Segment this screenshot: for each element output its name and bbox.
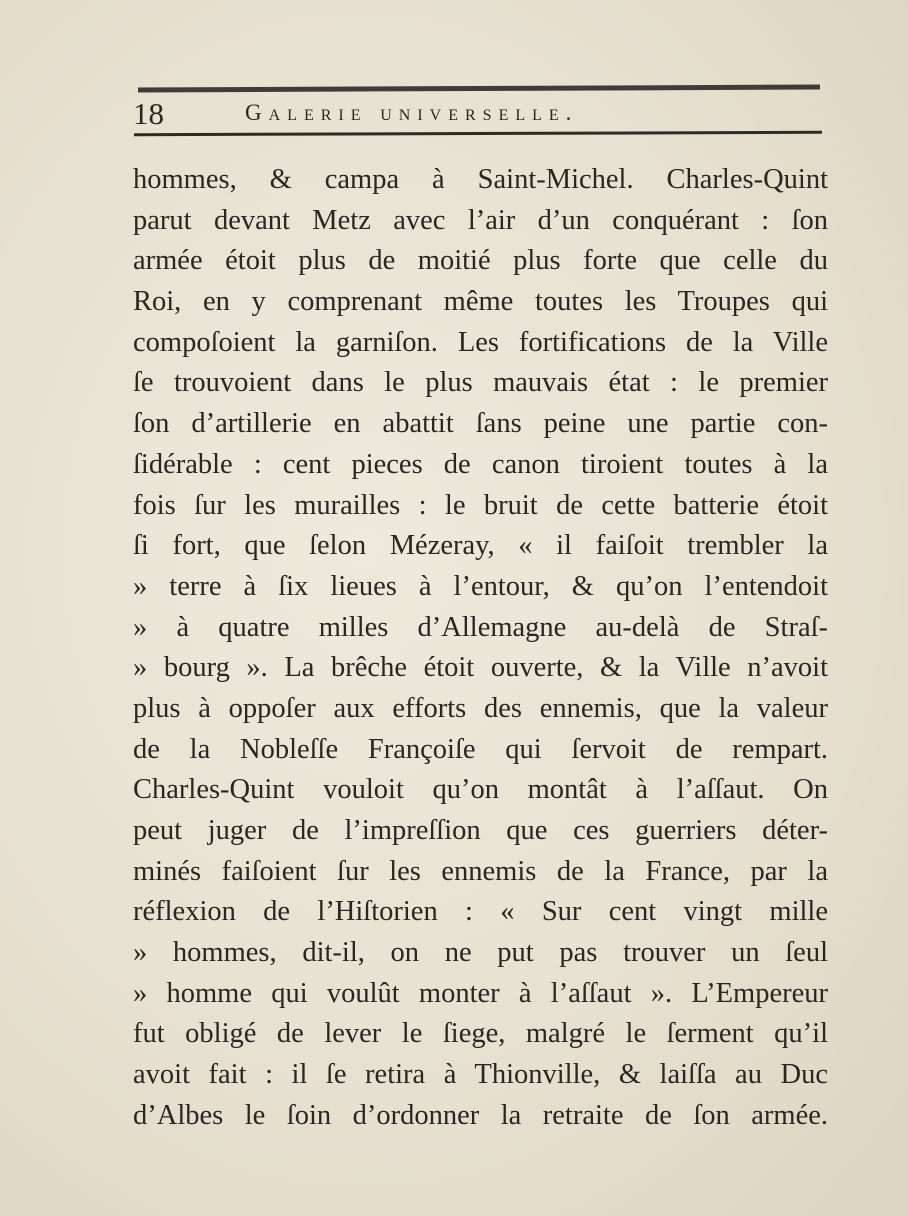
text-line: » homme qui voulût monter à l’aſſaut ». L’Empereur (133, 977, 828, 1009)
text-line: Charles-Quint vouloit qu’on montât à l’aſſaut. On (133, 774, 828, 806)
text-line: hommes, & campa à Saint-Michel. Charles-Quint (133, 164, 828, 195)
text-line: parut devant Metz avec l’air d’un conquérant : ſon (133, 204, 828, 236)
text-line: compoſoient la garniſon. Les fortifications de la Ville (133, 326, 828, 358)
text-line: » bourg ». La brêche étoit ouverte, & la Ville n’avoit (133, 652, 828, 684)
text-line: avoit fait : il ſe retira à Thionville, & laiſſa au Duc (133, 1059, 828, 1091)
text-line: ſon d’artillerie en abattit ſans peine une partie con- (133, 408, 828, 440)
text-line: » hommes, dit-il, on ne put pas trouver un ſeul (133, 937, 828, 969)
text-line: fois ſur les murailles : le bruit de cette batterie étoit (133, 489, 828, 521)
header-rule-top (138, 85, 820, 93)
body-text (133, 160, 828, 1137)
text-line: ſe trouvoient dans le plus mauvais état : le premier (133, 367, 828, 399)
text-line: minés faiſoient ſur les ennemis de la France, par la (133, 855, 828, 887)
text-line: armée étoit plus de moitié plus forte que celle du (133, 245, 828, 277)
text-line: plus à oppoſer aux efforts des ennemis, que la valeur (133, 692, 828, 724)
page-number: 18 (133, 96, 164, 131)
text-line: ſi fort, que ſelon Mézeray, « il faiſoit trembler la (133, 530, 828, 562)
text-line: d’Albes le ſoin d’ordonner la retraite de ſon armée. (133, 1099, 828, 1131)
text-line: fut obligé de lever le ſiege, malgré le ſerment qu’il (133, 1018, 828, 1050)
text-line: réflexion de l’Hiſtorien : « Sur cent vingt mille (133, 896, 828, 928)
text-line: ſidérable : cent pieces de canon tiroient toutes à la (133, 448, 828, 480)
running-title: Galerie universelle. (245, 100, 579, 125)
text-line: peut juger de l’impreſſion que ces guerriers déter- (133, 815, 828, 846)
text-line: de la Nobleſſe Françoiſe qui ſervoit de rempart. (133, 733, 828, 765)
text-line: » à quatre milles d’Allemagne au-delà de Straſ- (133, 611, 828, 643)
text-line: » terre à ſix lieues à l’entour, & qu’on l’entendoit (133, 570, 828, 602)
text-line: Roi, en y comprenant même toutes les Troupes qui (133, 286, 828, 318)
header-rule-bottom (134, 131, 822, 136)
